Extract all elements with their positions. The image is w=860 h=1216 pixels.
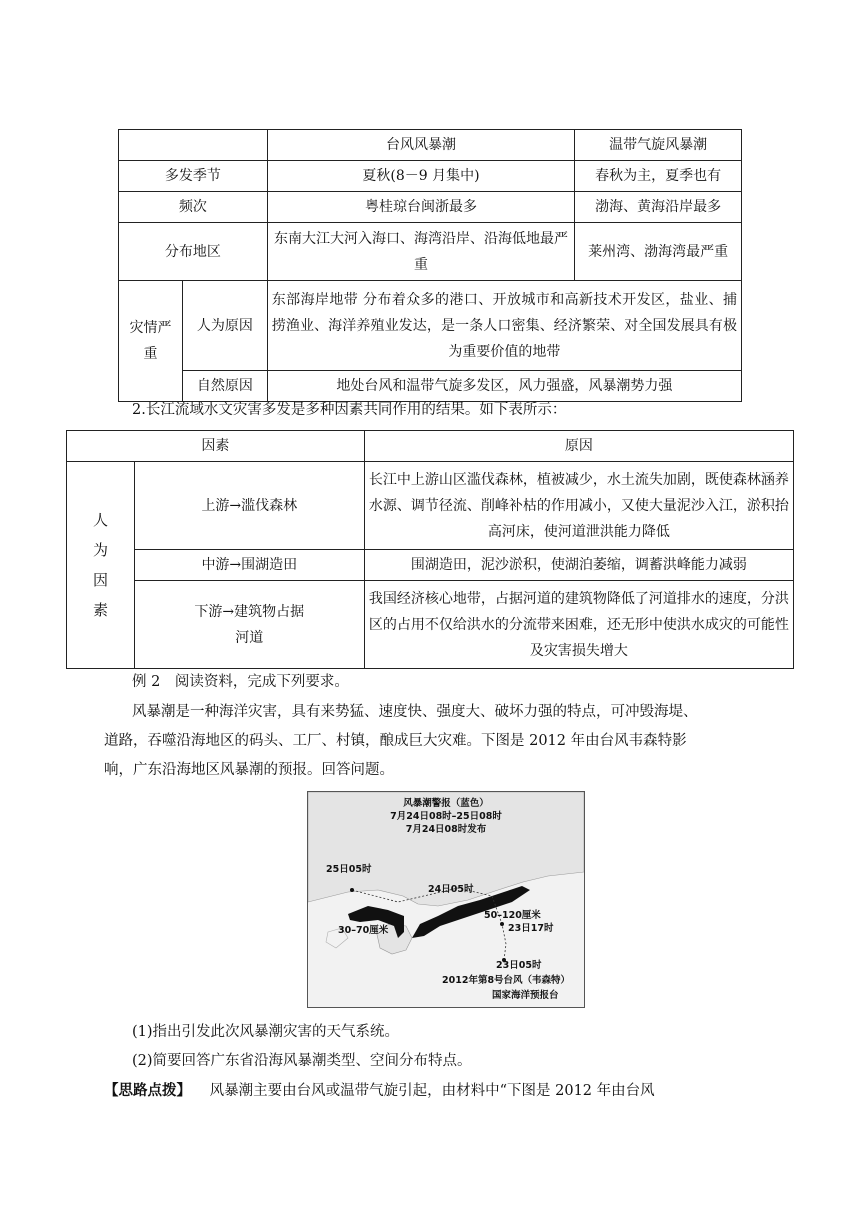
- label-24-05: 24日05时: [428, 884, 474, 895]
- row-label-region: 分布地区: [119, 223, 268, 281]
- map-title-line-2: 7月24日08时–25日08时: [390, 811, 502, 822]
- label-typhoon: 2012年第8号台风（韦森特）: [442, 975, 571, 986]
- cell-region-typhoon: 东南大江大河入海口、海湾沿岸、沿海低地最严重: [267, 223, 574, 281]
- table2-header-factor: 因素: [67, 431, 365, 462]
- row-label-frequency: 频次: [119, 192, 268, 223]
- hint-label: 【思路点拨】: [104, 1082, 191, 1099]
- cell-season-typhoon: 夏秋(8－9 月集中): [267, 161, 574, 192]
- label-range-east: 50–120厘米: [484, 910, 541, 921]
- cell-season-extratropical: 春秋为主，夏季也有: [575, 161, 742, 192]
- example-line-2: 道路，吞噬沿海地区的码头、工厂、村镇，酿成巨大灾难。下图是 2012 年由台风韦森特影: [104, 733, 687, 749]
- question-1: (1)指出引发此次风暴潮灾害的天气系统。: [132, 1024, 400, 1040]
- storm-surge-warning-map: [307, 791, 585, 1008]
- label-23-17: 23日17时: [508, 923, 554, 934]
- map-title-line-3: 7月24日08时发布: [405, 824, 487, 835]
- factor-midstream: 中游→围湖造田: [134, 550, 364, 581]
- map-title-line-1: 风暴潮警报（蓝色）: [403, 798, 489, 809]
- table2-header-reason: 原因: [364, 431, 793, 462]
- cell-region-extratropical: 莱州湾、渤海湾最严重: [575, 223, 742, 281]
- row-label-natural-cause: 自然原因: [182, 371, 267, 402]
- group-label-text: 人为因素: [92, 511, 108, 619]
- reason-midstream: 围湖造田，泥沙淤积，使湖泊萎缩，调蓄洪峰能力减弱: [364, 550, 793, 581]
- label-agency: 国家海洋预报台: [492, 990, 559, 1001]
- example-title: 例 2 阅读资料，完成下列要求。: [132, 674, 349, 690]
- label-23-05: 23日05时: [496, 960, 542, 971]
- track-point-25-05: [350, 888, 354, 892]
- map-svg: [308, 792, 584, 1007]
- storm-surge-comparison-table: [118, 129, 742, 402]
- cell-frequency-typhoon: 粤桂琼台闽浙最多: [267, 192, 574, 223]
- question-2: (2)简要回答广东省沿海风暴潮类型、空间分布特点。: [132, 1053, 472, 1069]
- row-label-human-cause: 人为原因: [182, 281, 267, 371]
- table-header-empty: [119, 130, 268, 161]
- row-label-season: 多发季节: [119, 161, 268, 192]
- factor-upstream: 上游→滥伐森林: [134, 462, 364, 550]
- intro-paragraph: 2.长江流域水文灾害多发是多种因素共同作用的结果。如下表所示：: [132, 402, 567, 418]
- cell-natural-cause: 地处台风和温带气旋多发区，风力强盛，风暴潮势力强: [267, 371, 741, 402]
- track-point-23-17: [500, 922, 504, 926]
- yangtze-flood-factors-table: [66, 430, 794, 669]
- factor-downstream-text: 下游→建筑物占据河道: [194, 603, 305, 646]
- hint-paragraph: [104, 1081, 655, 1101]
- reason-downstream: 我国经济核心地带，占据河道的建筑物降低了河道排水的速度，分洪区的占用不仅给洪水的分流带来困难，还无形中使洪水成灾的可能性及灾害损失增大: [364, 581, 793, 669]
- cell-frequency-extratropical: 渤海、黄海沿岸最多: [575, 192, 742, 223]
- cell-human-cause: 东部海岸地带 分布着众多的港口、开放城市和高新技术开发区，盐业、捕捞渔业、海洋养殖业发达，是一条人口密集、经济繁荣、对全国发展具有极为重要价值的地带: [267, 281, 741, 371]
- group-label-human-factors: [67, 462, 135, 669]
- factor-downstream: [134, 581, 364, 669]
- example-line-3: 响，广东沿海地区风暴潮的预报。回答问题。: [104, 762, 394, 778]
- hint-text: 风暴潮主要由台风或温带气旋引起，由材料中“下图是 2012 年由台风: [209, 1083, 655, 1099]
- table-header-extratropical: 温带气旋风暴潮: [575, 130, 742, 161]
- row-label-disaster: 灾情严重: [119, 281, 183, 402]
- label-25-05: 25日05时: [326, 864, 372, 875]
- example-line-1: 风暴潮是一种海洋灾害，具有来势猛、速度快、强度大、破坏力强的特点，可冲毁海堤、: [132, 704, 698, 720]
- reason-upstream: 长江中上游山区滥伐森林，植被减少，水土流失加剧，既使森林涵养水源、调节径流、削峰补枯的作用减小，又使大量泥沙入江，淤积抬高河床，使河道泄洪能力降低: [364, 462, 793, 550]
- table-header-typhoon: 台风风暴潮: [267, 130, 574, 161]
- label-range-west: 30–70厘米: [338, 925, 389, 936]
